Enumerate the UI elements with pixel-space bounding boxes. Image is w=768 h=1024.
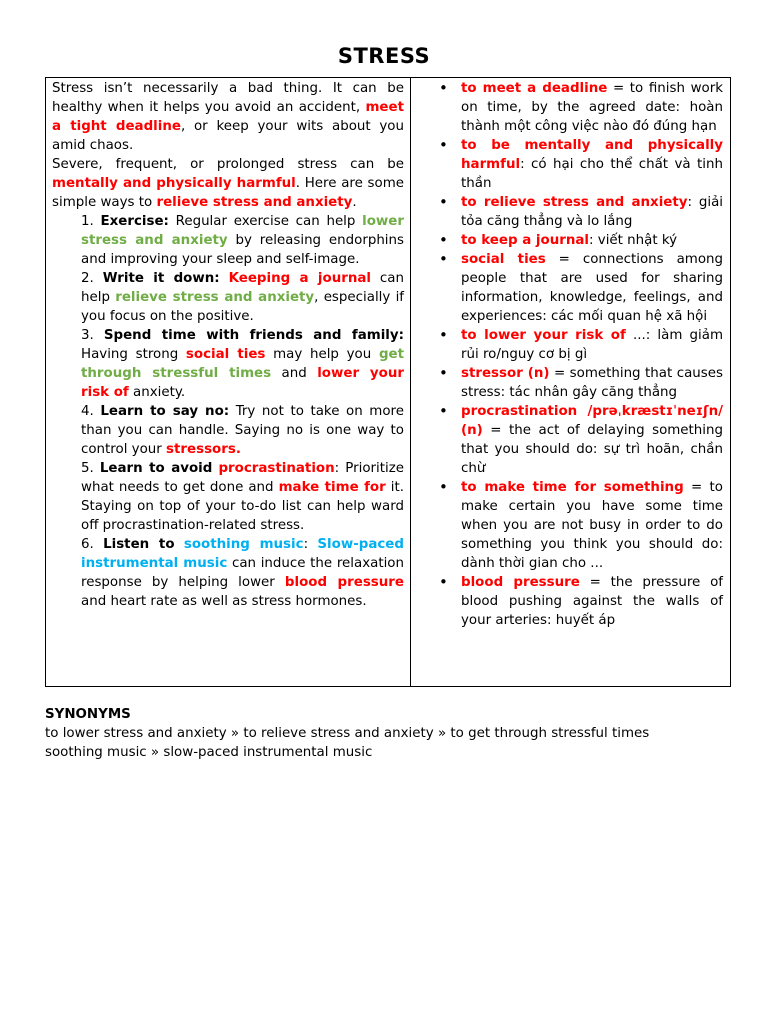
vocab-item <box>416 364 723 402</box>
tip-number: 4. <box>81 404 101 419</box>
text-run: : <box>303 537 318 552</box>
vocab-term: to relieve stress and anxiety <box>461 195 688 210</box>
vocab-definition: ...: làm giảm rủi ro/nguy cơ bị gì <box>461 328 723 362</box>
key-phrase: relieve stress and anxiety <box>115 290 315 305</box>
vocab-item <box>416 193 723 231</box>
text-run: Having strong <box>81 347 186 362</box>
vocab-item <box>416 136 723 193</box>
text-run: , or keep your wits about you amid chaos. <box>52 119 404 153</box>
left-column <box>46 78 411 686</box>
tip-heading: Exercise: <box>100 214 169 229</box>
text-run: Stress isn’t necessarily a bad thing. It can be healthy when it helps you avoid an accident, <box>52 81 404 115</box>
vocab-term: blood pressure <box>461 575 580 590</box>
tip-number: 6. <box>81 537 104 552</box>
vocab-definition: = to finish work on time, by the agreed date: hoàn thành một công việc nào đó đúng hạn <box>461 81 723 134</box>
key-phrase: relieve stress and anxiety <box>156 195 353 210</box>
key-phrase: lower your risk of <box>81 366 404 400</box>
vocab-item <box>416 326 723 364</box>
vocab-item <box>416 79 723 136</box>
text-run: Severe, frequent, or prolonged stress can be <box>52 157 404 172</box>
vocab-term: to make time for something <box>461 480 684 495</box>
key-phrase: procrastination <box>218 461 335 476</box>
text-run: by releasing endorphins and improving your sleep and self-image. <box>81 233 404 267</box>
key-phrase: lower stress and anxiety <box>81 214 404 248</box>
vocab-item <box>416 231 723 250</box>
synonyms-line-2: soothing music » slow-paced instrumental music <box>45 745 373 760</box>
tip-exercise <box>81 212 404 269</box>
tip-say-no <box>81 402 404 459</box>
vocab-term: stressor (n) <box>461 366 550 381</box>
text-run: . <box>352 195 357 210</box>
vocab-term: to keep a journal <box>461 233 590 248</box>
key-phrase: make time for <box>278 480 386 495</box>
vocab-term: to meet a deadline <box>461 81 608 96</box>
text-run: anxiety. <box>128 385 186 400</box>
synonyms-heading: SYNONYMS <box>45 707 131 722</box>
text-run: can induce the relaxation response by helping lower <box>81 556 404 590</box>
content-table <box>45 77 731 687</box>
tip-soothing-music <box>81 535 404 611</box>
vocab-definition: = to make certain you have some time when you are not busy in order to do something you think you should do: dành thời gian cho ... <box>461 480 723 571</box>
text-run <box>220 271 229 286</box>
vocab-term: social ties <box>461 252 546 267</box>
tip-number: 2. <box>81 271 103 286</box>
text-run: : Prioritize what needs to get done and <box>81 461 404 495</box>
text-run: may help you <box>265 347 379 362</box>
text-run: . Here are some simple ways to <box>52 176 404 210</box>
intro-paragraph-1 <box>52 79 404 155</box>
text-run: and heart rate as well as stress hormones. <box>81 594 367 609</box>
key-phrase: mentally and physically harmful <box>52 176 296 191</box>
tip-heading: Write it down: <box>102 271 220 286</box>
vocab-item <box>416 402 723 478</box>
tip-heading: Listen to <box>103 537 175 552</box>
text-run <box>175 537 184 552</box>
vocab-definition: : giải tỏa căng thẳng và lo lắng <box>461 195 723 229</box>
tip-number: 5. <box>81 461 100 476</box>
tip-heading: Learn to avoid <box>99 461 213 476</box>
vocabulary-list <box>416 79 723 630</box>
vocab-term: procrastination /prəˌkræstɪˈneɪʃn/ (n) <box>461 404 723 438</box>
tip-friends-family <box>81 326 404 402</box>
vocab-definition: = connections among people that are used for sharing information, knowledge, feelings, and experiences: các mối quan hệ xã hội <box>461 252 723 324</box>
vocab-definition: : có hại cho thể chất và tinh thần <box>461 157 723 191</box>
text-run: , especially if you focus on the positive. <box>81 290 405 324</box>
tip-heading: Learn to say no: <box>100 404 230 419</box>
vocab-item <box>416 478 723 573</box>
text-run: and <box>271 366 318 381</box>
vocab-item <box>416 250 723 326</box>
vocab-definition: : viết nhật ký <box>589 233 678 248</box>
tip-number: 3. <box>81 328 104 343</box>
key-phrase: social ties <box>185 347 266 362</box>
page-title: STRESS <box>337 44 431 68</box>
key-phrase: blood pressure <box>284 575 404 590</box>
vocab-item <box>416 573 723 630</box>
vocab-definition: = the act of delaying something that you should do: sự trì hoãn, chần chừ <box>461 423 723 476</box>
text-run: Regular exercise can help <box>168 214 363 229</box>
vocab-definition: = something that causes stress: tác nhân gây căng thẳng <box>461 366 723 400</box>
key-phrase: Keeping a journal <box>228 271 371 286</box>
tip-number: 1. <box>81 214 101 229</box>
tip-write-it-down <box>81 269 404 326</box>
key-phrase: meet a tight deadline <box>52 100 404 134</box>
tips-list <box>52 212 404 611</box>
key-phrase: soothing music <box>183 537 304 552</box>
synonyms-line-1: to lower stress and anxiety » to relieve stress and anxiety » to get through stressful times <box>45 726 650 741</box>
synonyms-section <box>45 705 745 762</box>
text-run: Try not to take on more than you can handle. Saying no is one way to control your <box>81 404 404 457</box>
text-run: it. Staying on top of your to-do list can help ward off procrastination-related stress. <box>81 480 404 533</box>
tip-avoid-procrastination <box>81 459 404 535</box>
key-phrase: stressors. <box>166 442 241 457</box>
key-phrase: Slow-paced instrumental music <box>81 537 404 571</box>
text-run: can help <box>81 271 404 305</box>
intro-paragraph-2 <box>52 155 404 212</box>
key-phrase: get through stressful times <box>81 347 405 381</box>
right-column <box>411 78 730 686</box>
vocab-definition: = the pressure of blood pushing against the walls of your arteries: huyết áp <box>461 575 723 628</box>
tip-heading: Spend time with friends and family: <box>103 328 404 343</box>
vocab-term: to lower your risk of <box>461 328 626 343</box>
vocab-term: to be mentally and physically harmful <box>461 138 723 172</box>
